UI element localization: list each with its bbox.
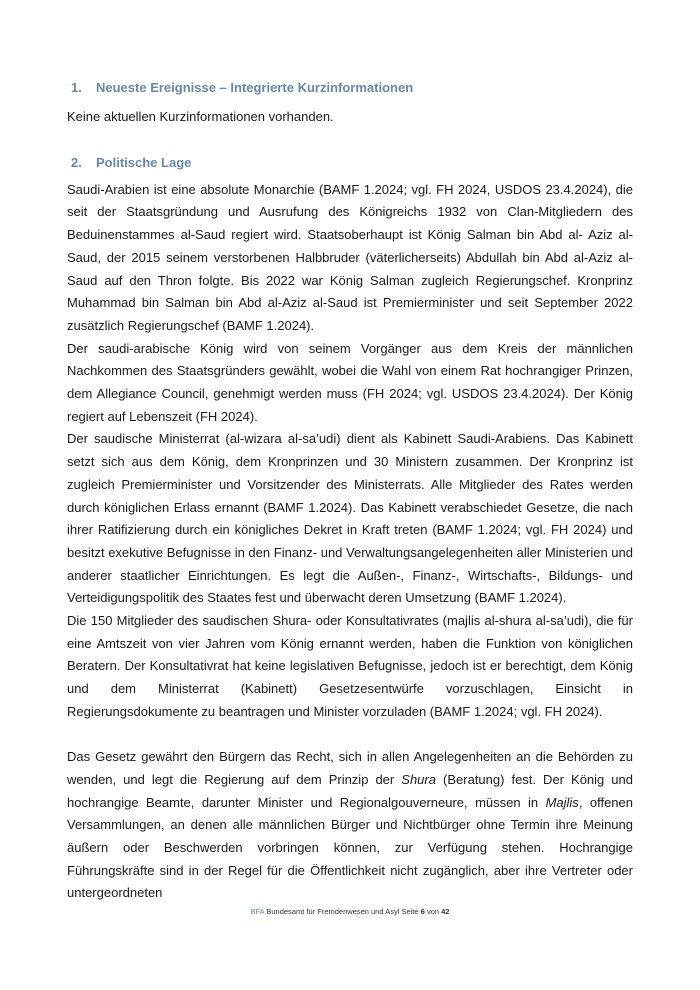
footer-brand: BFA	[250, 907, 265, 916]
section-heading-2	[67, 153, 633, 173]
text-run: Das Gesetz gewährt den Bürgern das Recht, sich in allen Angelegenheiten an die Behörden zu wenden, und legt die Regierung auf dem Prinzip der	[67, 749, 633, 787]
section-1-intro: Keine aktuellen Kurzinformationen vorhanden.	[67, 109, 334, 124]
footer-of-word: von	[426, 907, 440, 916]
section-title: Neueste Ereignisse – Integrierte Kurzinformationen	[96, 80, 414, 95]
text-run: (Beratung) fest. Der König und hochrangige Beamte, darunter Minister und Regionalgouverneure, müssen in	[67, 771, 633, 810]
section-number: 1.	[71, 80, 82, 95]
paragraph-spacer	[67, 724, 633, 747]
section-title: Politische Lage	[96, 154, 192, 170]
footer-page-word: Seite	[401, 907, 419, 916]
paragraph-monarchy: Saudi-Arabien ist eine absolute Monarchie (BAMF 1.2024; vgl. FH 2024, USDOS 23.4.2024), die seit der Staatsgründung und Ausrufung des Königreichs 1932 von Clan-Mitgliedern des Beduinenstammes al-Saud regiert wird. Staatsoberhaupt ist König Salman bin Abd al- Aziz al-Saud, der 2015 seinem verstorbenen Halbbruder (väterlicherseits) Abdullah bin Abd al-Aziz al-Saud auf den Thron folgte. Bis 2022 war König Salman zugleich Regierungschef. Kronprinz Muhammad bin Salman bin Abd al-Aziz al-Saud ist Premierminister und seit September 2022 zusätzlich Regierungschef (BAMF 1.2024).	[67, 181, 633, 333]
footer-org: Bundesamt für Fremdenwesen und Asyl	[266, 907, 400, 916]
paragraph-succession: Der saudi-arabische König wird von seinem Vorgänger aus dem Kreis der männlichen Nachkommen des Staatsgründers gewählt, wobei die Wahl von einem Rat hochrangiger Prinzen, dem Allegiance Council, genehmigt werden muss (FH 2024; vgl. USDOS 23.4.2024). Der König regiert auf Lebenszeit (FH 2024).	[67, 340, 633, 424]
text-run: , offenen Versammlungen, an denen alle männlichen Bürger und Nichtbürger ohne Termin ihre Meinung äußern oder Beschwerden vorbringen können, zur Verfügung stehen. Hochrangige Führungskräfte sind in der Regel für die Öffentlichkeit nicht zugänglich, aber ihre Vertreter oder untergeordneten	[67, 794, 633, 901]
section-heading-1	[67, 78, 633, 98]
section-number: 2.	[71, 154, 82, 170]
page-footer	[0, 907, 700, 916]
footer-page-number: 6	[420, 907, 425, 916]
term-majlis: Majlis	[545, 794, 579, 810]
term-shura: Shura	[401, 771, 436, 787]
paragraph-council-of-ministers: Der saudische Ministerrat (al-wizara al-sa’udi) dient als Kabinett Saudi-Arabiens. Das Kabinett setzt sich aus dem König, dem Kronprinzen und 30 Ministern zusammen. Der Kronprinz ist zugleich Premierminister und Vorsitzender des Ministerrats. Alle Mitglieder des Rates werden durch königlichen Erlass ernannt (BAMF 1.2024). Das Kabinett verabschiedet Gesetze, die nach ihrer Ratifizierung durch ein königliches Dekret in Kraft treten (BAMF 1.2024; vgl. FH 2024) und besitzt exekutive Befugnisse in den Finanz- und Verwaltungsangelegenheiten aller Ministerien und anderer staatlicher Einrichtungen. Es legt die Außen-, Finanz-, Wirtschafts-, Bildungs- und Verteidigungspolitik des Staates fest und überwacht deren Umsetzung (BAMF 1.2024).	[67, 431, 633, 606]
footer-total-pages: 42	[441, 907, 450, 916]
document-page	[67, 78, 633, 905]
paragraph-shura-council: Die 150 Mitglieder des saudischen Shura- oder Konsultativrates (majlis al-shura al-sa’udi), die für eine Amtszeit von vier Jahren vom König ernannt werden, haben die Funktion von königlichen Beratern. Der Konsultativrat hat keine legislativen Befugnisse, jedoch ist er berechtigt, dem König und dem Ministerrat (Kabinett) Gesetzesentwürfe vorzuschlagen, Einsicht in Regierungsdokumente zu beantragen und Minister vorzuladen (BAMF 1.2024; vgl. FH 2024).	[67, 613, 633, 719]
paragraph-citizen-rights	[67, 746, 633, 905]
